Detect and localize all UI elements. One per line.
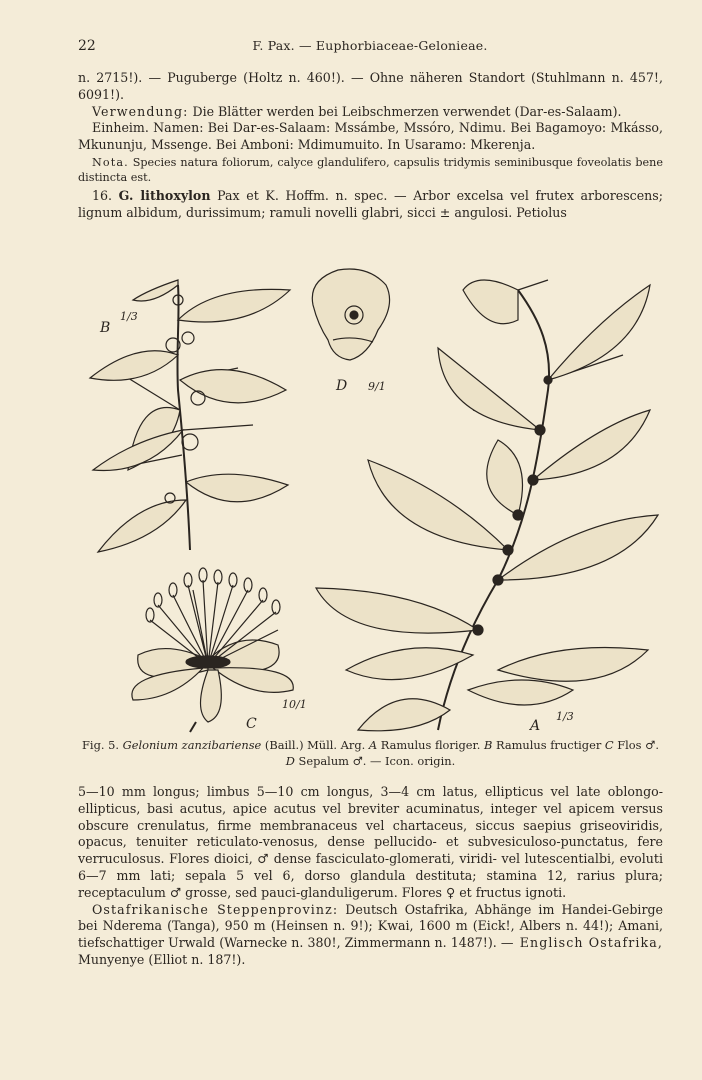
page-number: 22 (78, 38, 96, 54)
caption-a-label: A (368, 738, 378, 752)
label-c: C (246, 716, 257, 732)
caption-authors: (Baill.) Müll. Arg. (264, 738, 366, 752)
locality-continuation: n. 2715!). — Puguberge (Holtz n. 460!). — Ohne näheren Standort (Stuhlmann n. 457!, 6091!). (78, 70, 663, 102)
figure-caption (78, 738, 663, 769)
label-d: D (336, 378, 348, 394)
english-text: Munyenye (Elliot n. 187!). (78, 951, 246, 967)
caption-b-label: B (483, 738, 493, 752)
usage-paragraph (78, 104, 663, 121)
running-title: F. Pax. — Euphorbiaceae-Gelonieae. (252, 38, 488, 53)
region-label: Ostafrikanische Steppenprovinz: (92, 901, 339, 917)
native-names-text: Bei Dar-es-Salaam: Mssámbe, Mssóro, Ndimu. Bei Bagamoyo: Mkásso, Mkununju, Mssenge. Bei Amboni: Mdimumuito. In Usaramo: Mkerenja. (78, 120, 663, 153)
nota-label: Nota. (92, 155, 129, 169)
native-names-paragraph (78, 120, 663, 154)
running-header (78, 38, 662, 58)
usage-label: Verwendung: (92, 103, 189, 119)
species-paragraph (78, 188, 663, 222)
caption-c-text: Flos ♂. (617, 738, 659, 752)
botanical-figure (78, 260, 668, 740)
species-authority: Pax et K. Hoffm. n. spec. (217, 188, 388, 204)
figure-drawing (78, 260, 668, 740)
caption-d-text: Sepalum ♂. — Icon. origin. (298, 753, 456, 768)
native-names-label: Einheim. Namen: (92, 120, 204, 136)
caption-c-label: C (604, 738, 614, 752)
caption-d-label: D (285, 753, 295, 768)
description-paragraph: 5—10 mm longus; limbus 5—10 cm longus, 3—4 cm latus, ellipticus vel late oblongo-ellipticus, basi acutus, apice acutus vel breviter acuminatus, integer vel apicem versus obscure crenulatus, firme membranaceus vel chartaceus, siccus saepius griseoviridis, opacus, tenuiter reticulato-venosus, dense pellucido- et subvesiculoso-punctatus, fere verruculosus. Flores dioici, ♂ dense fasciculato-glomerati, viridi- vel lutescentialbi, evoluti 6—7 mm lati; sepala 5 vel 6, dorso glandula destituta; stamina 12, rarius plura; receptaculum ♂ grosse, sed pauci-glanduligerum. Flores ♀ et fructus ignoti. (78, 784, 663, 900)
english-label: — Englisch Ostafrika, (500, 935, 663, 951)
caption-fig-number: Fig. 5. (82, 738, 119, 752)
species-number: 16. (92, 188, 113, 204)
scale-c: 10/1 (282, 698, 307, 711)
bottom-text-block (78, 784, 663, 969)
scale-d: 9/1 (368, 380, 386, 393)
label-b: B (100, 320, 111, 336)
top-text-block (78, 70, 663, 222)
caption-species: Gelonium zanzibariense (122, 738, 262, 752)
nota-paragraph (78, 156, 663, 185)
species-name: G. lithoxylon (118, 188, 211, 204)
distribution-paragraph (78, 902, 663, 969)
label-a: A (530, 718, 541, 734)
scale-a: 1/3 (556, 710, 574, 723)
nota-text: Species natura foliorum, calyce glandulifero, capsulis tridymis seminibusque foveolatis bene distincta est. (78, 155, 663, 184)
figure-c-flower (132, 568, 293, 732)
scale-b: 1/3 (120, 310, 138, 323)
caption-a-text: Ramulus floriger. (380, 738, 481, 752)
figure-d-sepal (312, 269, 389, 360)
caption-b-text: Ramulus fructiger (495, 738, 602, 752)
region-text: Deutsch Ostafrika, Abhänge im Handei-Gebirge bei Nderema (Tanga), 950 m (Heinsen n. 9!); Kwai, 1600 m (Eick!, Albers n. 44!); Amani, tiefschattiger Urwald (Warnecke n. 380!, Zimmermann n. 1487!). (78, 901, 663, 951)
species-description-start: — Arbor excelsa vel frutex arborescens; lignum albidum, durissimum; ramuli novelli glabri, sicci ± angulosi. Petiolus (78, 188, 663, 220)
usage-text: Die Blätter werden bei Leibschmerzen verwendet (Dar-es-Salaam). (192, 103, 622, 119)
